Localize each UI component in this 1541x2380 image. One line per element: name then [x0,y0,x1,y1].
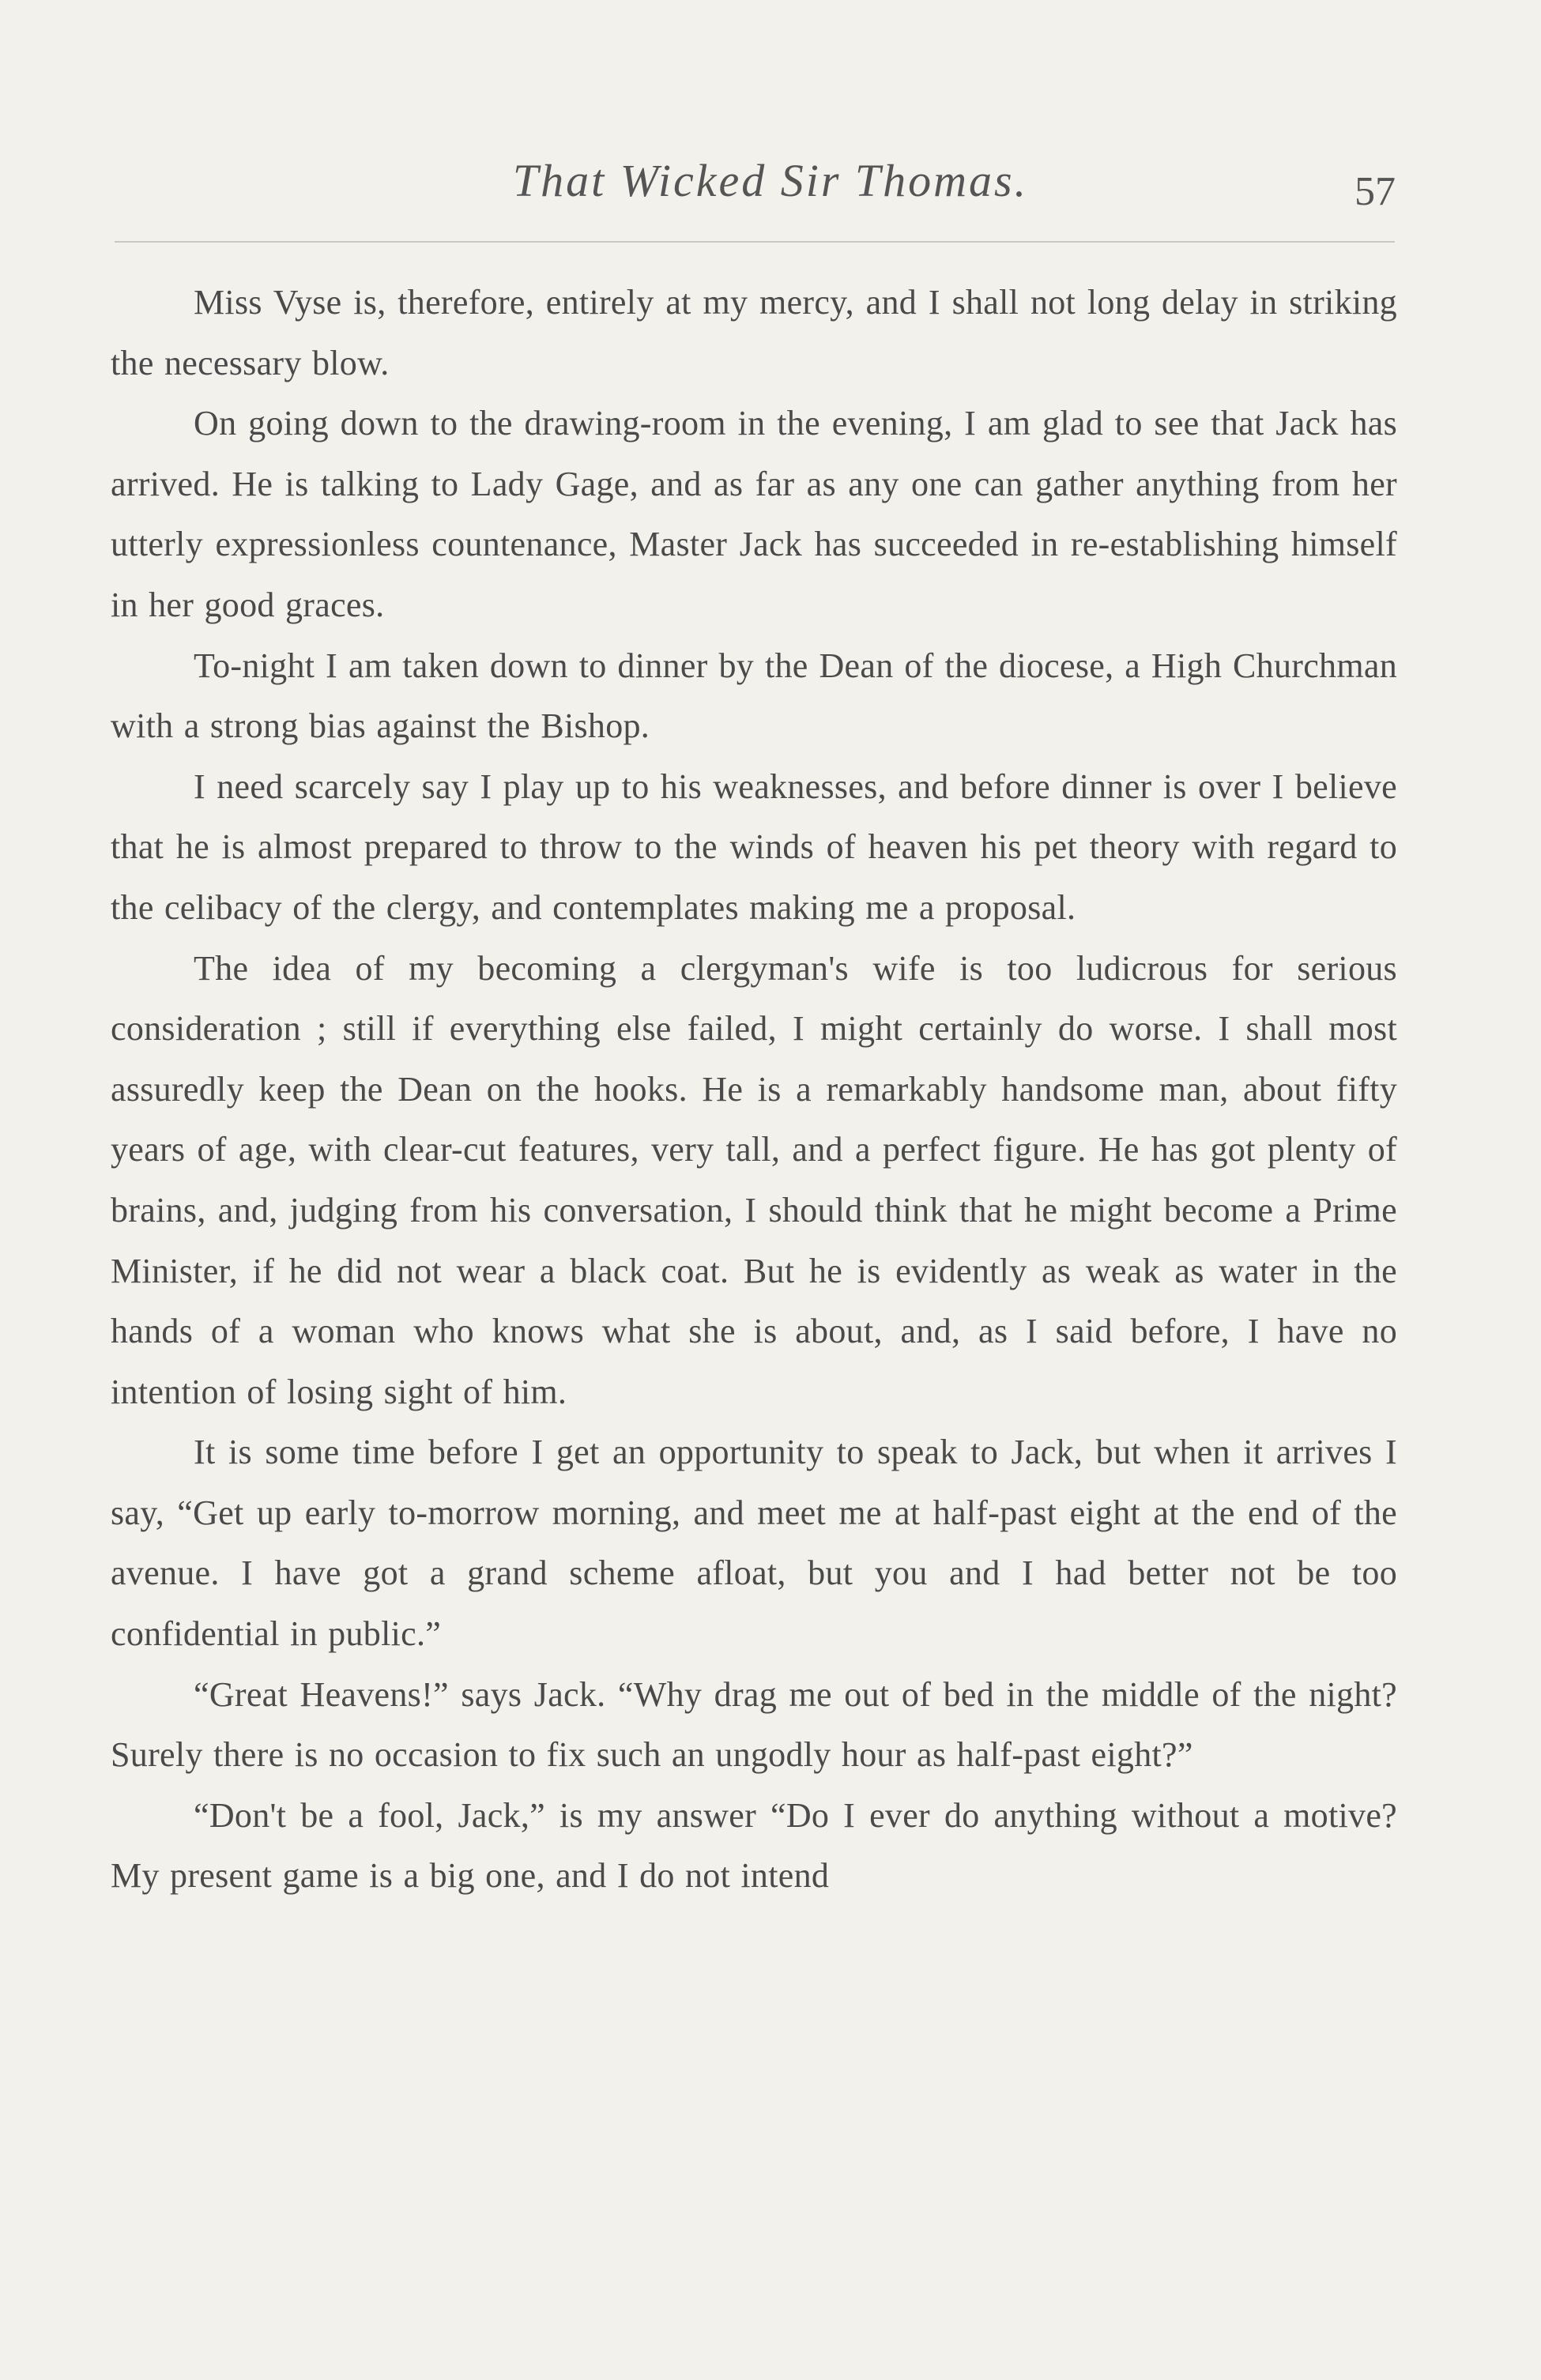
header-rule [115,241,1395,243]
running-head [0,154,1541,217]
running-title: That Wicked Sir Thomas. [512,155,1029,206]
paragraph: “Great Heavens!” says Jack. “Why drag me out of bed in the middle of the night? Surely there is no occasion to fix such an ungodly hour as half-past eight?” [111,1674,1397,1775]
paragraph: The idea of my becoming a clergyman's wife is too ludicrous for serious consideration ; still if everything else failed, I might certainly do worse. I shall most assuredly keep the Dean on the hooks. He is a remarkably handsome man, about fifty years of age, with clear-cut features, very tall, and a perfect figure. He has got plenty of brains, and, judging from his conversation, I should think that he might become a Prime Minister, if he did not wear a black coat. But he is evidently as weak as water in the hands of a woman who knows what she is about, and, as I said before, I have no intention of losing sight of him. [111,948,1397,1411]
paragraph: Miss Vyse is, therefore, entirely at my mercy, and I shall not long delay in striking the necessary blow. [111,283,1397,382]
page-number: 57 [1354,169,1396,214]
paragraph: “Don't be a fool, Jack,” is my answer “Do I ever do anything without a motive? My present game is a big one, and I do not intend [111,1795,1397,1896]
paragraph: It is some time before I get an opportunity to speak to Jack, but when it arrives I say, “Get up early to-morrow morning, and meet me at half-past eight at the end of the avenue. I have got a grand scheme afloat, but you and I had better not be too confidential in public.” [111,1433,1397,1654]
paragraph: To-night I am taken down to dinner by the Dean of the diocese, a High Churchman with a strong bias against the Bishop. [111,646,1397,746]
paragraph: On going down to the drawing-room in the evening, I am glad to see that Jack has arrived. He is talking to Lady Gage, and as far as any one can gather anything from her utterly expressionless countenance, Master Jack has succeeded in re-establishing himself in her good graces. [111,404,1397,624]
body-text [111,273,1397,1907]
paragraph: I need scarcely say I play up to his weaknesses, and before dinner is over I believe that he is almost prepared to throw to the winds of heaven his pet theory with regard to the celibacy of the clergy, and contemplates making me a proposal. [111,766,1397,927]
